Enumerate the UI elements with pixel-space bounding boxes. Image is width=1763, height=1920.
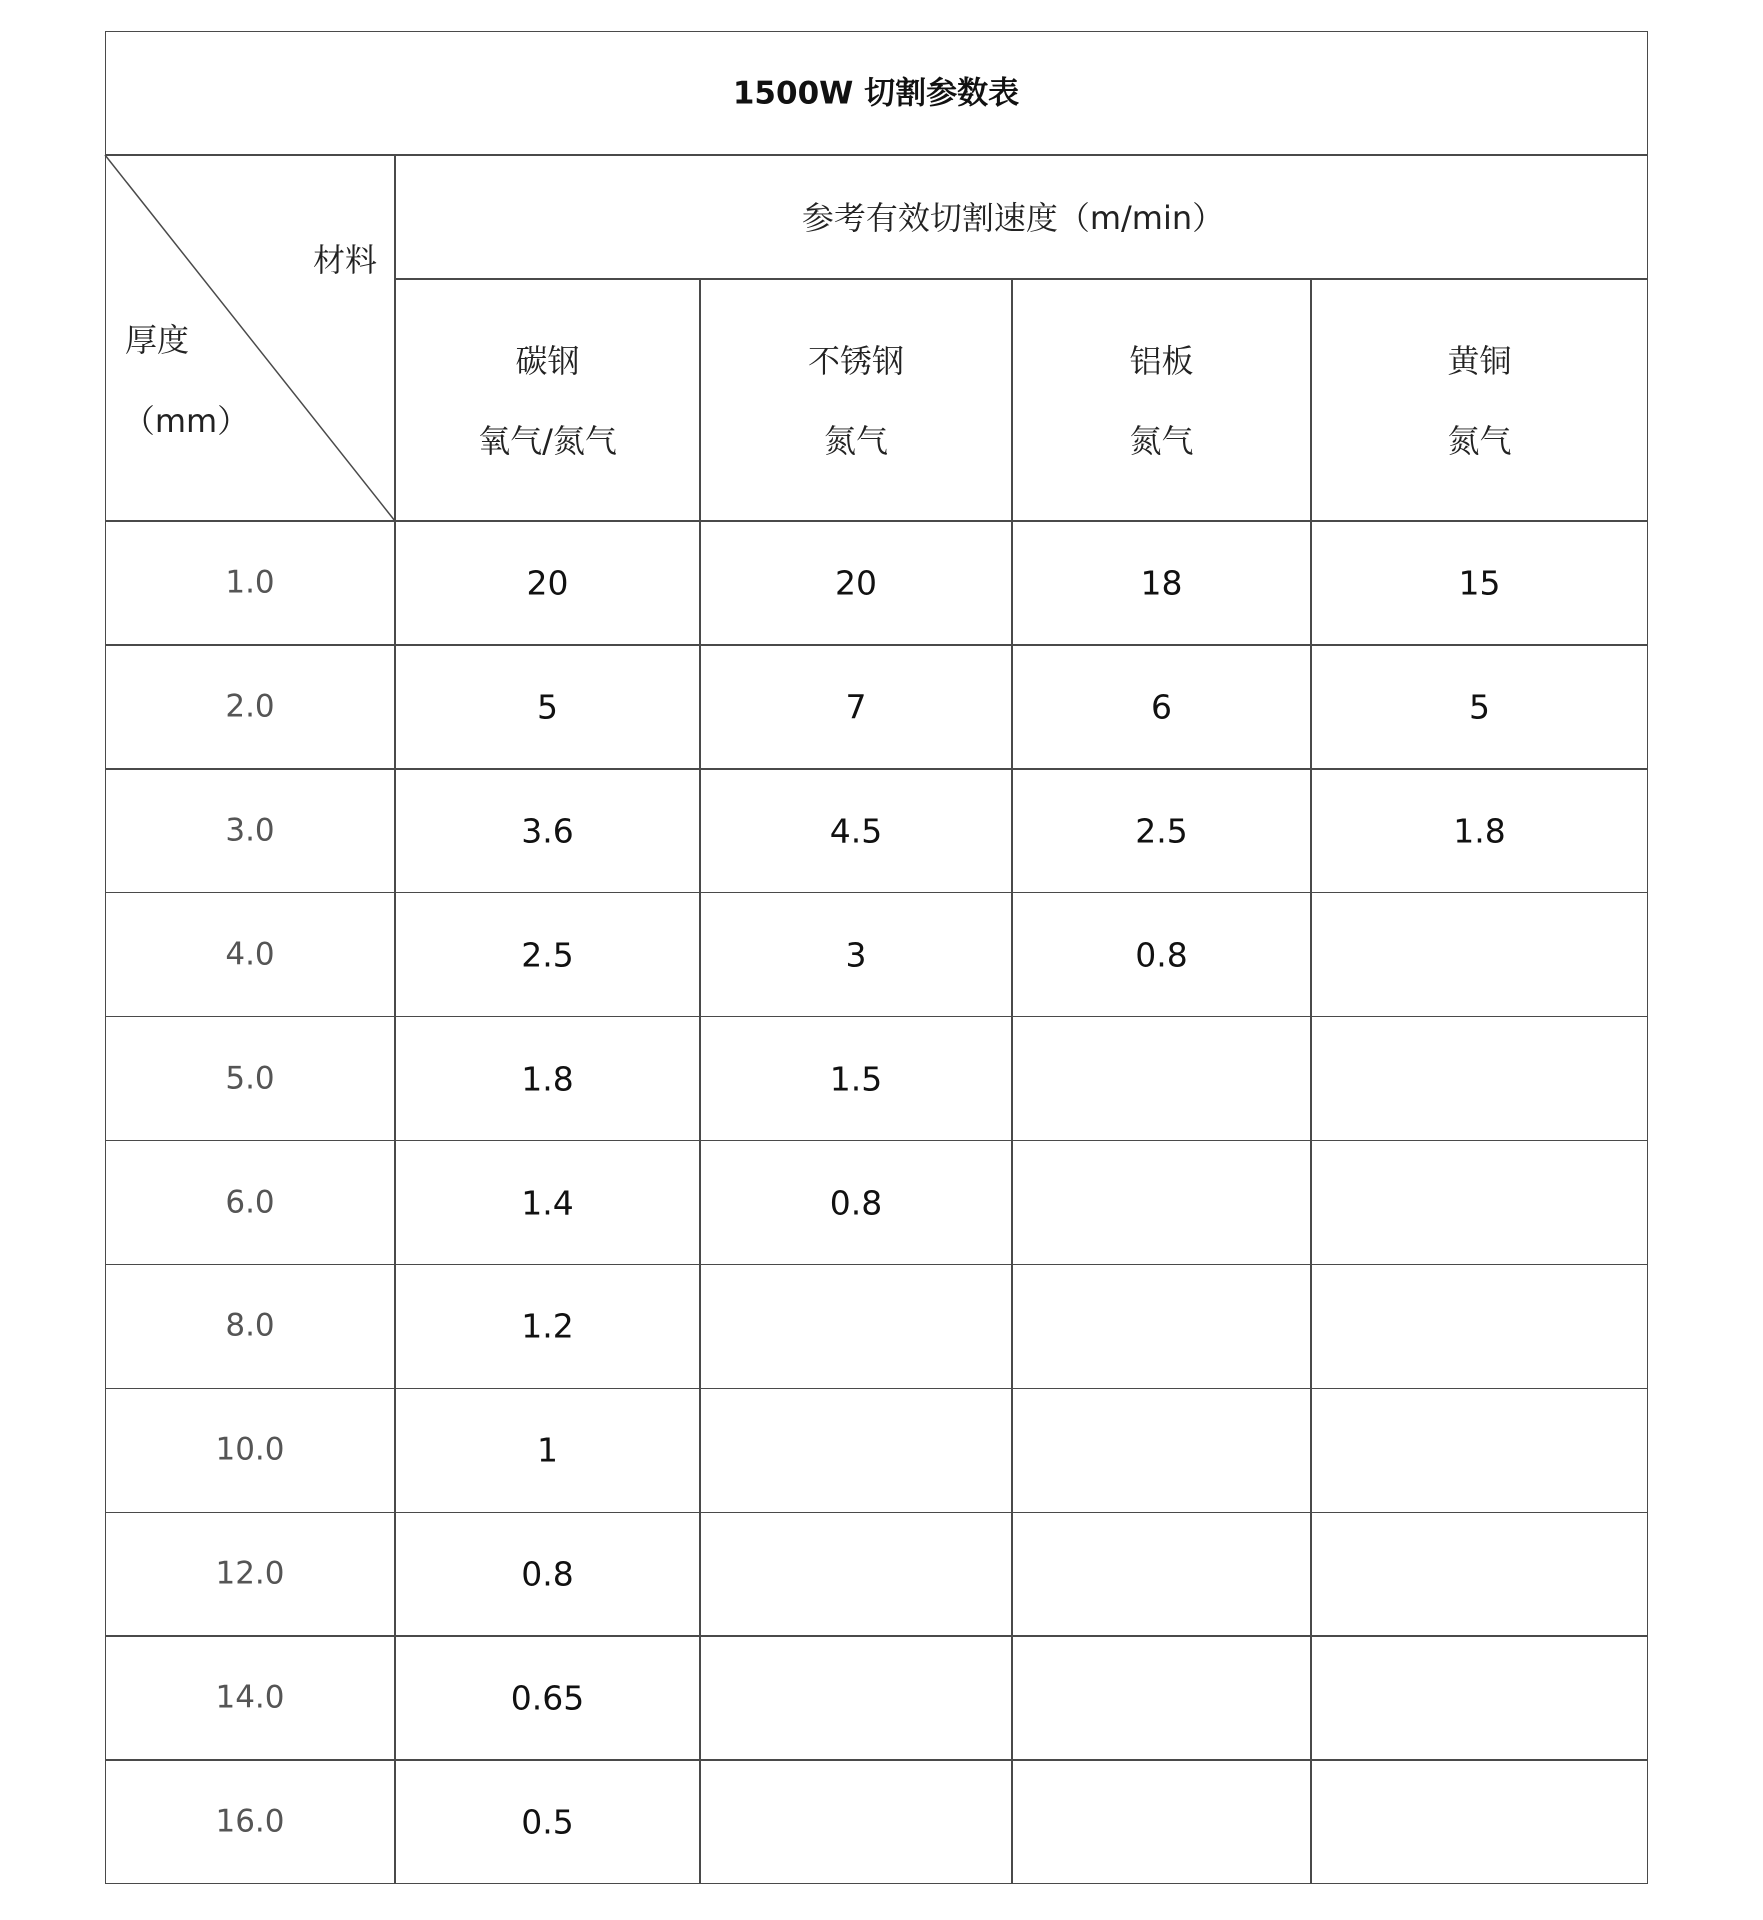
material-name: 铝板 (1129, 342, 1194, 380)
speed-value-cell: 0.65 (510, 1678, 585, 1718)
row-divider (105, 1635, 1648, 1637)
material-gas: 氮气 (1447, 422, 1512, 460)
column-divider (1310, 279, 1312, 1884)
thickness-cell: 12.0 (215, 1555, 285, 1592)
corner-thickness-unit: （mm） (122, 402, 250, 440)
thickness-cell: 10.0 (215, 1431, 285, 1468)
material-name: 碳钢 (515, 342, 580, 380)
title-divider (105, 154, 1648, 156)
row-divider (105, 892, 1648, 894)
thickness-cell: 3.0 (225, 812, 275, 849)
row-divider (105, 1264, 1648, 1266)
speed-value-cell: 5 (1469, 687, 1490, 727)
column-divider (699, 279, 701, 1884)
corner-thickness-label: 厚度 (124, 321, 190, 359)
speed-value-cell: 7 (845, 687, 867, 727)
speed-value-cell: 1.8 (521, 1059, 574, 1099)
speed-value-cell: 0.5 (521, 1802, 574, 1842)
speed-value-cell: 4.5 (829, 811, 883, 851)
thickness-cell: 2.0 (225, 688, 275, 725)
speed-value-cell: 15 (1458, 563, 1501, 603)
thickness-cell: 6.0 (225, 1184, 275, 1220)
row-divider (105, 1388, 1648, 1390)
thickness-cell: 8.0 (225, 1307, 275, 1344)
speed-value-cell: 0.8 (1135, 935, 1188, 975)
row-divider (105, 1140, 1648, 1142)
speed-value-cell: 3.6 (521, 811, 574, 851)
column-divider (394, 155, 396, 1884)
thickness-cell: 16.0 (215, 1803, 285, 1840)
row-divider (105, 644, 1648, 646)
thickness-cell: 5.0 (225, 1060, 275, 1097)
speed-header: 参考有效切割速度（m/min） (801, 199, 1225, 237)
row-divider (105, 1759, 1648, 1761)
speed-header-divider (395, 278, 1648, 280)
speed-value-cell: 1.5 (829, 1059, 883, 1099)
speed-value-cell: 3 (845, 935, 867, 975)
speed-value-cell: 1.8 (1453, 811, 1506, 851)
column-divider (1011, 279, 1013, 1884)
speed-value-cell: 5 (537, 687, 558, 727)
thickness-cell: 1.0 (225, 564, 275, 601)
table-title: 1500W 切割参数表 (732, 75, 1020, 112)
speed-value-cell: 1 (537, 1430, 558, 1470)
speed-value-cell: 0.8 (521, 1554, 574, 1594)
row-divider (105, 768, 1648, 770)
material-name: 不锈钢 (807, 342, 905, 380)
speed-value-cell: 1.4 (521, 1183, 574, 1222)
header-divider (105, 520, 1648, 522)
material-name: 黄铜 (1447, 342, 1512, 380)
speed-value-cell: 2.5 (521, 935, 574, 975)
speed-value-cell: 0.8 (829, 1183, 883, 1222)
row-divider (105, 1512, 1648, 1514)
material-gas: 氮气 (823, 422, 889, 460)
speed-value-cell: 20 (526, 563, 569, 603)
speed-value-cell: 1.2 (521, 1306, 574, 1346)
material-gas: 氧气/氮气 (478, 422, 617, 460)
row-divider (105, 1016, 1648, 1018)
material-gas: 氮气 (1129, 422, 1194, 460)
speed-value-cell: 6 (1151, 687, 1172, 727)
speed-value-cell: 2.5 (1135, 811, 1188, 851)
speed-value-cell: 20 (835, 563, 877, 603)
thickness-cell: 4.0 (225, 936, 275, 973)
corner-material-label: 材料 (312, 241, 378, 279)
speed-value-cell: 18 (1140, 563, 1183, 603)
thickness-cell: 14.0 (215, 1679, 285, 1716)
